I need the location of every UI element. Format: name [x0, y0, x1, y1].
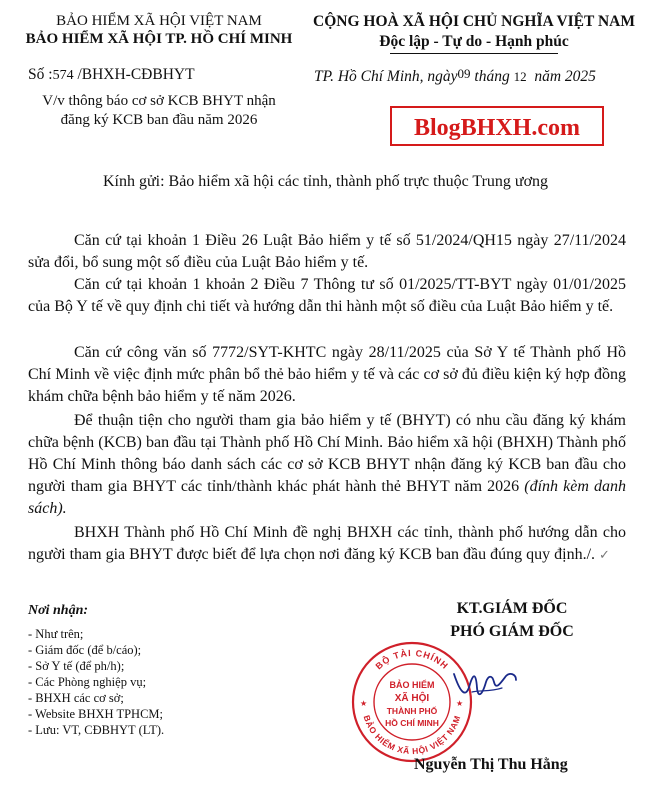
announcement-text: Để thuận tiện cho người tham gia bảo hiểm y tế (BHYT) có nhu cầu đăng ký khám chữa bệnh (KCB) ban đầu tại Thành phố Hồ Chí Minh. Bảo hiểm xã hội (BHXH) Thành phố Hồ Chí Minh thông báo danh sách các cơ sở KCB BHYT nhận đăng ký KCB ban đầu cho người tham gia BHYT các tỉnh/thành khác phát hành thẻ BHYT năm 2026: [28, 412, 626, 495]
national-motto: Độc lập - Tự do - Hạnh phúc: [379, 33, 569, 50]
paragraph-request: [28, 522, 626, 566]
svg-text:BỘ TÀI CHÍNH: BỘ TÀI CHÍNH: [373, 647, 451, 672]
svg-text:HỒ CHÍ MINH: HỒ CHÍ MINH: [385, 718, 439, 728]
recipient-item: - Như trên;: [28, 627, 84, 641]
svg-text:BẢO HIỂM XÃ HỘI VIỆT NAM: BẢO HIỂM XÃ HỘI VIỆT NAM: [361, 713, 463, 757]
paragraph-legal-basis-2: Căn cứ tại khoản 1 khoản 2 Điều 7 Thông tư số 01/2025/TT-BYT ngày 01/01/2025 của Bộ Y tế về quy định chi tiết và hướng dẫn thi hành một số điều của Luật Bảo hiểm y tế.: [28, 276, 626, 315]
recipient-item: - Sở Y tế (để ph/h);: [28, 659, 125, 673]
subject-line-2: đăng ký KCB ban đầu năm 2026: [60, 112, 258, 128]
attachment-note: (đính kèm danh sách).: [28, 478, 627, 517]
recipient-item: - Website BHXH TPHCM;: [28, 707, 163, 721]
subject-line-1: V/v thông báo cơ sở KCB BHYT nhận: [42, 93, 276, 109]
paragraph-legal-basis-1: Căn cứ tại khoản 1 Điều 26 Luật Bảo hiểm y tế số 51/2024/QH15 ngày 27/11/2024 sửa đổi, bổ sung một số điều của Luật Bảo hiểm y tế.: [28, 232, 626, 271]
country-name: CỘNG HOÀ XÃ HỘI CHỦ NGHĨA VIỆT NAM: [313, 13, 635, 30]
national-header: [304, 12, 644, 54]
signatory-title-1: KT.GIÁM ĐỐC: [456, 600, 568, 617]
doc-number-value: 574: [52, 68, 74, 83]
recipient-item: - Lưu: VT, CĐBHYT (LT).: [28, 723, 165, 737]
blog-watermark-label: BlogBHXH.com: [390, 106, 604, 146]
recipients-title: Nơi nhận:: [28, 603, 89, 618]
issuing-agency-header: [0, 12, 318, 48]
motto-underline: [390, 53, 558, 54]
svg-text:XÃ HỘI: XÃ HỘI: [394, 693, 430, 704]
handwritten-signature-icon: [450, 662, 520, 710]
date-year-label: năm: [526, 68, 565, 85]
date-line: [314, 66, 596, 86]
request-text: BHXH Thành phố Hồ Chí Minh đề nghị BHXH các tỉnh, thành phố hướng dẫn cho người tham gia BHYT được biết để lựa chọn nơi đăng ký KCB ban đầu đúng quy định./.: [28, 524, 626, 563]
date-place: TP. Hồ Chí Minh, ngày: [314, 68, 458, 85]
doc-number-prefix: Số :: [28, 66, 53, 83]
signer-name: Nguyễn Thị Thu Hằng: [414, 756, 568, 773]
tick-mark: ✓: [599, 547, 610, 562]
recipient-item: - BHXH các cơ sở;: [28, 691, 124, 705]
date-year: 2025: [564, 68, 596, 85]
svg-text:BẢO HIỂM: BẢO HIỂM: [389, 680, 435, 690]
doc-number-suffix: /BHXH-CĐBHYT: [73, 66, 195, 83]
svg-text:★: ★: [456, 699, 464, 708]
signatory-title-2: PHÓ GIÁM ĐỐC: [450, 623, 574, 640]
unit-name: BẢO HIỂM XÃ HỘI TP. HỒ CHÍ MINH: [25, 31, 293, 47]
date-day: 09: [457, 66, 471, 81]
salutation: Kính gửi: Bảo hiểm xã hội các tỉnh, thành phố trực thuộc Trung ương: [102, 173, 549, 190]
date-month-label: tháng: [470, 68, 514, 85]
recipients-list: [28, 626, 164, 738]
svg-text:THÀNH PHỐ: THÀNH PHỐ: [386, 706, 438, 716]
svg-text:★: ★: [360, 699, 368, 708]
document-subject: [0, 92, 318, 130]
document-number: [28, 66, 195, 84]
recipient-item: - Các Phòng nghiệp vụ;: [28, 675, 147, 689]
agency-name: BẢO HIỂM XÃ HỘI VIỆT NAM: [56, 13, 262, 29]
date-month: 12: [513, 69, 527, 84]
paragraph-legal-basis-3: Căn cứ công văn số 7772/SYT-KHTC ngày 28/11/2025 của Sở Y tế Thành phố Hồ Chí Minh về việc định mức phân bổ thẻ bảo hiểm y tế và các cơ sở đủ điều kiện ký hợp đồng khám chữa bệnh bảo hiểm y tế năm 2026.: [28, 344, 626, 405]
paragraph-announcement: [28, 410, 626, 520]
recipient-item: - Giám đốc (để b/cáo);: [28, 643, 142, 657]
